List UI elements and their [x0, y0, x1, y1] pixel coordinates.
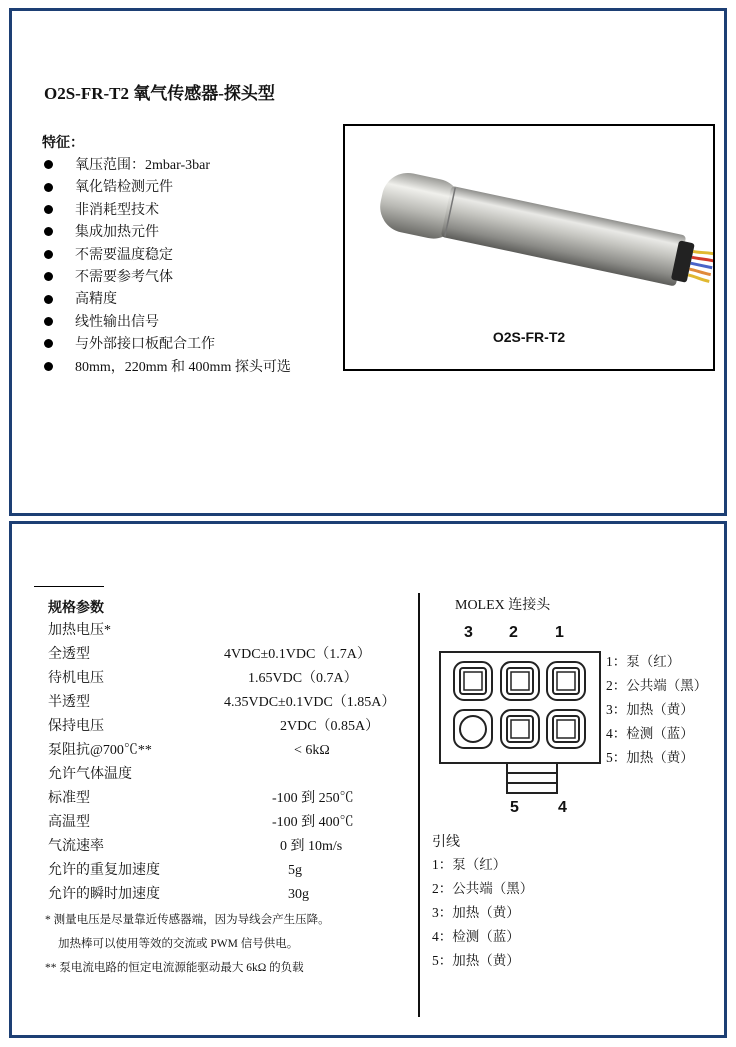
leads-list	[432, 853, 533, 973]
molex-title: MOLEX 连接头	[455, 598, 551, 613]
feature-item: 非消耗型技术	[42, 200, 291, 222]
feature-item: 氧化锆检测元件	[42, 177, 291, 199]
spec-row: 允许的重复加速度 5g	[48, 863, 302, 878]
spec-row: 泵阻抗@700℃** < 6kΩ	[48, 743, 330, 758]
product-title: O2S-FR-T2 氧气传感器-探头型	[44, 84, 275, 103]
bullet-icon	[44, 272, 53, 281]
bullet-icon	[44, 339, 53, 348]
bullet-icon	[44, 362, 53, 371]
wire-yellow	[693, 249, 713, 256]
specs-heading: 规格参数	[48, 601, 104, 616]
spec-row: 待机电压 1.65VDC（0.7A）	[48, 671, 358, 686]
bullet-icon	[44, 183, 53, 192]
pin-legend-item: 5：加热（黄）	[606, 750, 694, 765]
features-list	[42, 155, 291, 379]
pin-socket	[547, 662, 585, 700]
photo-caption: O2S-FR-T2	[492, 329, 566, 345]
footnote: 加热棒可以使用等效的交流或 PWM 信号供电。	[58, 938, 299, 950]
spec-row: 允许的瞬时加速度 30g	[48, 887, 309, 902]
spec-row: 全透型 4VDC±0.1VDC（1.7A）	[48, 647, 371, 662]
feature-item: 高精度	[42, 289, 291, 311]
pin-number-label: 2	[509, 624, 518, 641]
pin-number-label: 3	[464, 624, 473, 641]
wire-orange	[689, 269, 711, 275]
specifications-panel	[9, 521, 727, 1038]
bullet-icon	[44, 295, 53, 304]
lead-item: 2：公共端（黑）	[432, 881, 534, 896]
feature-item: 氧压范围：2mbar-3bar	[42, 155, 291, 177]
lead-item: 1：泵（红）	[432, 857, 507, 872]
spec-row: 标准型 -100 到 250℃	[48, 791, 354, 806]
spec-row: 半透型 4.35VDC±0.1VDC（1.85A）	[48, 695, 396, 710]
feature-item: 集成加热元件	[42, 222, 291, 244]
molex-connector-diagram	[439, 649, 603, 794]
pin-legend-item: 2：公共端（黑）	[606, 678, 708, 693]
connector-latch	[507, 763, 557, 793]
feature-item: 不需要温度稳定	[42, 245, 291, 267]
leads-heading: 引线	[432, 835, 460, 850]
spec-row: 高温型 -100 到 400℃	[48, 815, 354, 830]
pin-number-label: 1	[555, 624, 564, 641]
pin-socket	[454, 662, 492, 700]
pin-legend-item: 3：加热（黄）	[606, 702, 694, 717]
spec-row: 加热电压*	[48, 623, 111, 638]
pin-number-label: 5	[510, 799, 519, 816]
bullet-icon	[44, 250, 53, 259]
spec-row: 允许气体温度	[48, 767, 132, 782]
bullet-icon	[44, 160, 53, 169]
feature-item: 不需要参考气体	[42, 267, 291, 289]
pin-legend	[606, 650, 707, 770]
lead-item: 4：检测（蓝）	[432, 929, 520, 944]
pin-legend-item: 4：检测（蓝）	[606, 726, 694, 741]
feature-item: 80mm，220mm 和 400mm 探头可选	[42, 357, 291, 379]
pin-socket	[501, 710, 539, 748]
column-divider	[418, 593, 420, 1017]
wire-blue	[691, 263, 713, 268]
lead-item: 3：加热（黄）	[432, 905, 520, 920]
probe-body	[441, 186, 687, 287]
pin-legend-item: 1：泵（红）	[606, 654, 681, 669]
pin-socket	[547, 710, 585, 748]
feature-item: 线性输出信号	[42, 312, 291, 334]
lead-item: 5：加热（黄）	[432, 953, 520, 968]
bullet-icon	[44, 317, 53, 326]
sensor-photo	[343, 124, 715, 371]
bullet-icon	[44, 205, 53, 214]
feature-item: 与外部接口板配合工作	[42, 334, 291, 356]
pin-number-label: 4	[558, 799, 567, 816]
heading-rule	[34, 586, 104, 587]
footnote: ** 泵电流电路的恒定电流源能驱动最大 6kΩ 的负载	[45, 962, 304, 974]
footnote: * 测量电压是尽量靠近传感器端，因为导线会产生压降。	[45, 914, 330, 926]
pin-socket	[501, 662, 539, 700]
spec-row: 保持电压 2VDC（0.85A）	[48, 719, 380, 734]
product-overview-panel	[9, 8, 727, 516]
bullet-icon	[44, 227, 53, 236]
wire-red	[692, 256, 713, 262]
pin-socket	[454, 710, 492, 748]
features-heading: 特征：	[42, 136, 84, 151]
spec-row: 气流速率 0 到 10m/s	[48, 839, 343, 854]
wire-yellow-2	[688, 275, 710, 282]
